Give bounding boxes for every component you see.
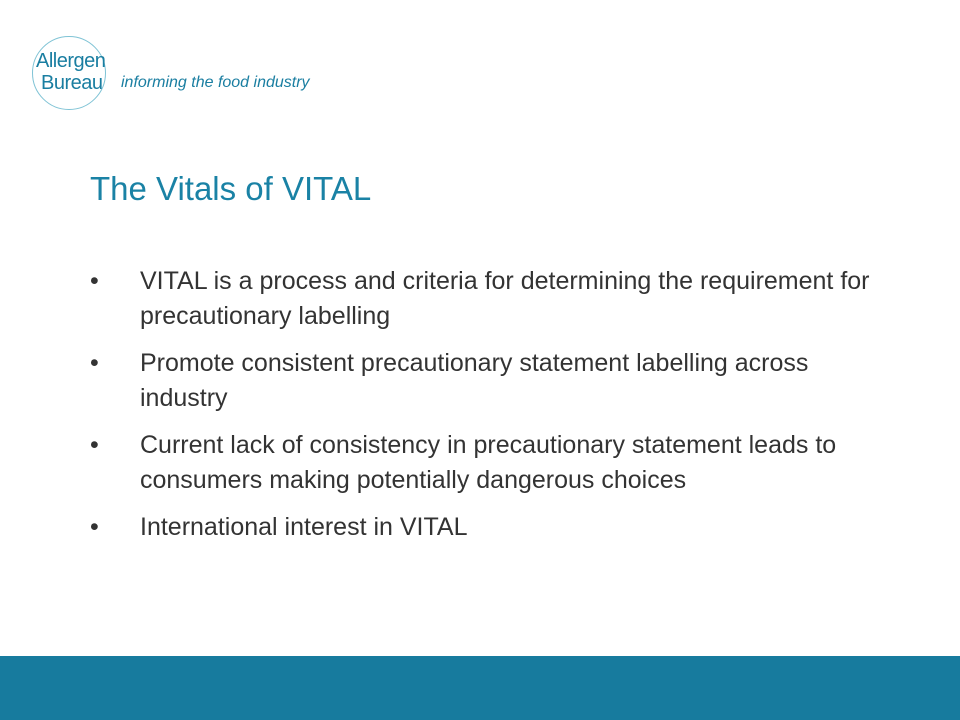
- allergen-bureau-logo: [32, 36, 332, 112]
- bullet-item: [90, 428, 870, 498]
- bullet-dot-icon: •: [90, 349, 99, 377]
- bullet-text: International interest in VITAL: [140, 513, 468, 541]
- footer-bar: [0, 656, 960, 720]
- bullet-dot-icon: •: [90, 267, 99, 295]
- bullet-dot-icon: •: [90, 513, 99, 541]
- bullet-item: [90, 346, 870, 416]
- bullet-text: Promote consistent precautionary statement labelling across industry: [140, 349, 809, 412]
- bullet-item: [90, 264, 870, 334]
- bullet-dot-icon: •: [90, 431, 99, 459]
- logo-text-bureau: Bureau: [41, 72, 103, 94]
- bullet-item: [90, 510, 870, 545]
- bullet-text: Current lack of consistency in precautionary statement leads to consumers making potentially dangerous choices: [140, 431, 837, 494]
- logo-text-allergen: Allergen: [36, 50, 106, 72]
- bullet-list: [90, 264, 870, 557]
- logo-tagline: informing the food industry: [121, 74, 310, 91]
- slide-title: The Vitals of VITAL: [90, 170, 372, 207]
- bullet-text: VITAL is a process and criteria for determining the requirement for precautionary labelling: [140, 267, 870, 330]
